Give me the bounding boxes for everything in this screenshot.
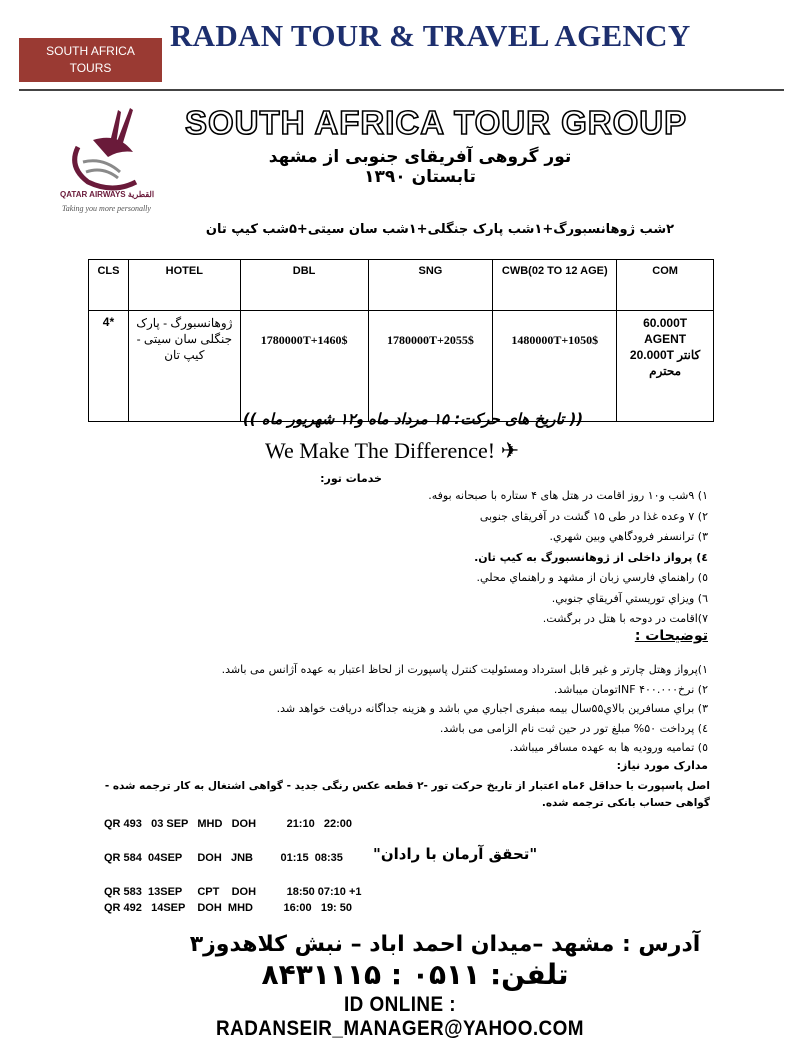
services-heading: خدمات تور: xyxy=(320,472,382,485)
column-header: COM xyxy=(617,260,714,311)
com-cell xyxy=(617,311,714,422)
departure-dates: (( تاریخ های حرکت: ۱۵ مرداد ماه و۱۲ شهریور ماه )) xyxy=(242,410,584,428)
column-header: HOTEL xyxy=(128,260,240,311)
cwb-cell xyxy=(493,311,617,422)
dbl-cell xyxy=(240,311,368,422)
column-header: SNG xyxy=(368,260,493,311)
header-divider xyxy=(19,89,784,91)
list-item: ۲) نرخINF ۴۰۰.۰۰۰تومان میباشد. xyxy=(553,682,708,696)
flight-row: QR 492 14SEP DOH MHD 16:00 19: 50 xyxy=(104,902,353,914)
footer-phone: تلفن: ۰۵۱۱ : ۸۴۳۱۱۱۵ xyxy=(261,958,569,991)
page-title: SOUTH AFRICA TOUR GROUP xyxy=(185,104,688,141)
footer-address: آدرس : مشهد –میدان احمد اباد – نبش کلاهدوز۳ xyxy=(189,932,701,957)
table-header-row xyxy=(89,260,714,311)
table-row xyxy=(89,311,714,422)
column-header: CWB(02 TO 12 AGE) xyxy=(493,260,617,311)
documents-body: اصل پاسپورت با حداقل ۶ماه اعتبار از تاریخ حرکت تور -۲ قطعه عکس رنگی جدید - گواهی اشتغال به کار ترجمه شده - گواهی حساب بانکی ترجمه شده. xyxy=(104,780,710,809)
list-item: ۳) براي مسافرين بالاي۵۵سال بيمه مبفرى اجباري مي باشد و هزينه جداگانه دريافت خواهد شد. xyxy=(276,702,708,715)
notes-heading: توضیحات : xyxy=(634,628,708,644)
notes-list xyxy=(88,660,708,758)
flight-row: QR 583 13SEP CPT DOH 18:50 07:10 +1 xyxy=(104,886,362,898)
badge-line-1: SOUTH AFRICA xyxy=(46,44,135,58)
list-item: ٤) پرواز داخلی از ژوهانسبورگ به کیپ تان. xyxy=(474,550,708,564)
list-item: ٥) تمامیه ورودیه ها به عهده مسافر میباشد. xyxy=(509,741,708,754)
airline-name: QATAR AIRWAYS القطرية xyxy=(60,190,155,199)
footer-id-online: ID ONLINE : RADANSEIR_MANAGER@YAHOO.COM xyxy=(215,993,585,1040)
com-line: AGENT xyxy=(644,332,687,346)
column-header: DBL xyxy=(240,260,368,311)
list-item: ۱) ۹شب و۱۰ روز اقامت در هتل های ۴ ستاره با صبحانه بوفه. xyxy=(428,489,708,502)
badge-line-2: TOURS xyxy=(69,61,112,75)
list-item: ٤) پرداخت ۵۰% مبلغ تور در حین ثبت نام الزامی می باشد. xyxy=(439,721,708,735)
com-line: 60.000T xyxy=(643,316,688,330)
com-line: کانتر 20.000T xyxy=(629,348,701,362)
itinerary-summary: ۲شب ژوهانسبورگ+۱شب پارک جنگلی+۱شب سان سیتی+۵شب کیپ تان xyxy=(205,222,675,237)
agency-name: RADAN TOUR & TRAVEL AGENCY xyxy=(170,18,691,53)
flight-row: QR 493 03 SEP MHD DOH 21:10 22:00 xyxy=(104,818,353,830)
column-header: CLS xyxy=(89,260,129,311)
documents-heading: مدارک مورد نیاز: xyxy=(616,759,708,772)
motto-quote: "تحقق آرمان با رادان" xyxy=(373,845,538,863)
tour-badge xyxy=(19,38,162,82)
flight-row: QR 584 04SEP DOH JNB 01:15 08:35 xyxy=(104,852,343,864)
list-item: ۲) ۷ وعده غذا در طی ۱۵ گشت در آفریقای جنوبی xyxy=(479,509,708,523)
list-item: ۷)اقامت در دوحه با هتل در برگشت. xyxy=(542,612,708,625)
services-list xyxy=(188,486,708,630)
cls-cell: 4* xyxy=(89,311,129,422)
sng-price: 1780000T+2055$ xyxy=(387,333,474,347)
list-item: ٦) ويزاي توريستي آفريقاي جنوبي. xyxy=(551,591,708,605)
list-item: ٥) راهنماي فارسي زبان از مشهد و راهنماي محلي. xyxy=(476,571,708,584)
slogan: We Make The Difference! ✈ xyxy=(265,438,520,463)
price-table xyxy=(88,259,714,422)
airline-tagline: Taking you more personally xyxy=(62,204,151,213)
com-line: محترم xyxy=(649,364,682,378)
page-subtitle: تور گروهی آفریقای جنوبی از مشهد تابستان ۱۳۹۰ xyxy=(268,147,572,187)
sng-cell xyxy=(368,311,493,422)
list-item: ۳) ترانسفر فرودگاهي وبين شهري. xyxy=(549,530,708,543)
list-item: ۱)پرواز وهتل چارتر و غير قابل استرداد ومسئولیت کنترل پاسپورت از لحاظ اعتبار به عهده آژانس می باشد. xyxy=(221,663,708,676)
cwb-price: 1480000T+1050$ xyxy=(511,333,599,347)
dbl-price: 1780000T+1460$ xyxy=(260,333,348,347)
hotel-cell: ژوهانسبورگ - پارک جنگلی سان سیتی - کیپ تان xyxy=(128,311,240,422)
